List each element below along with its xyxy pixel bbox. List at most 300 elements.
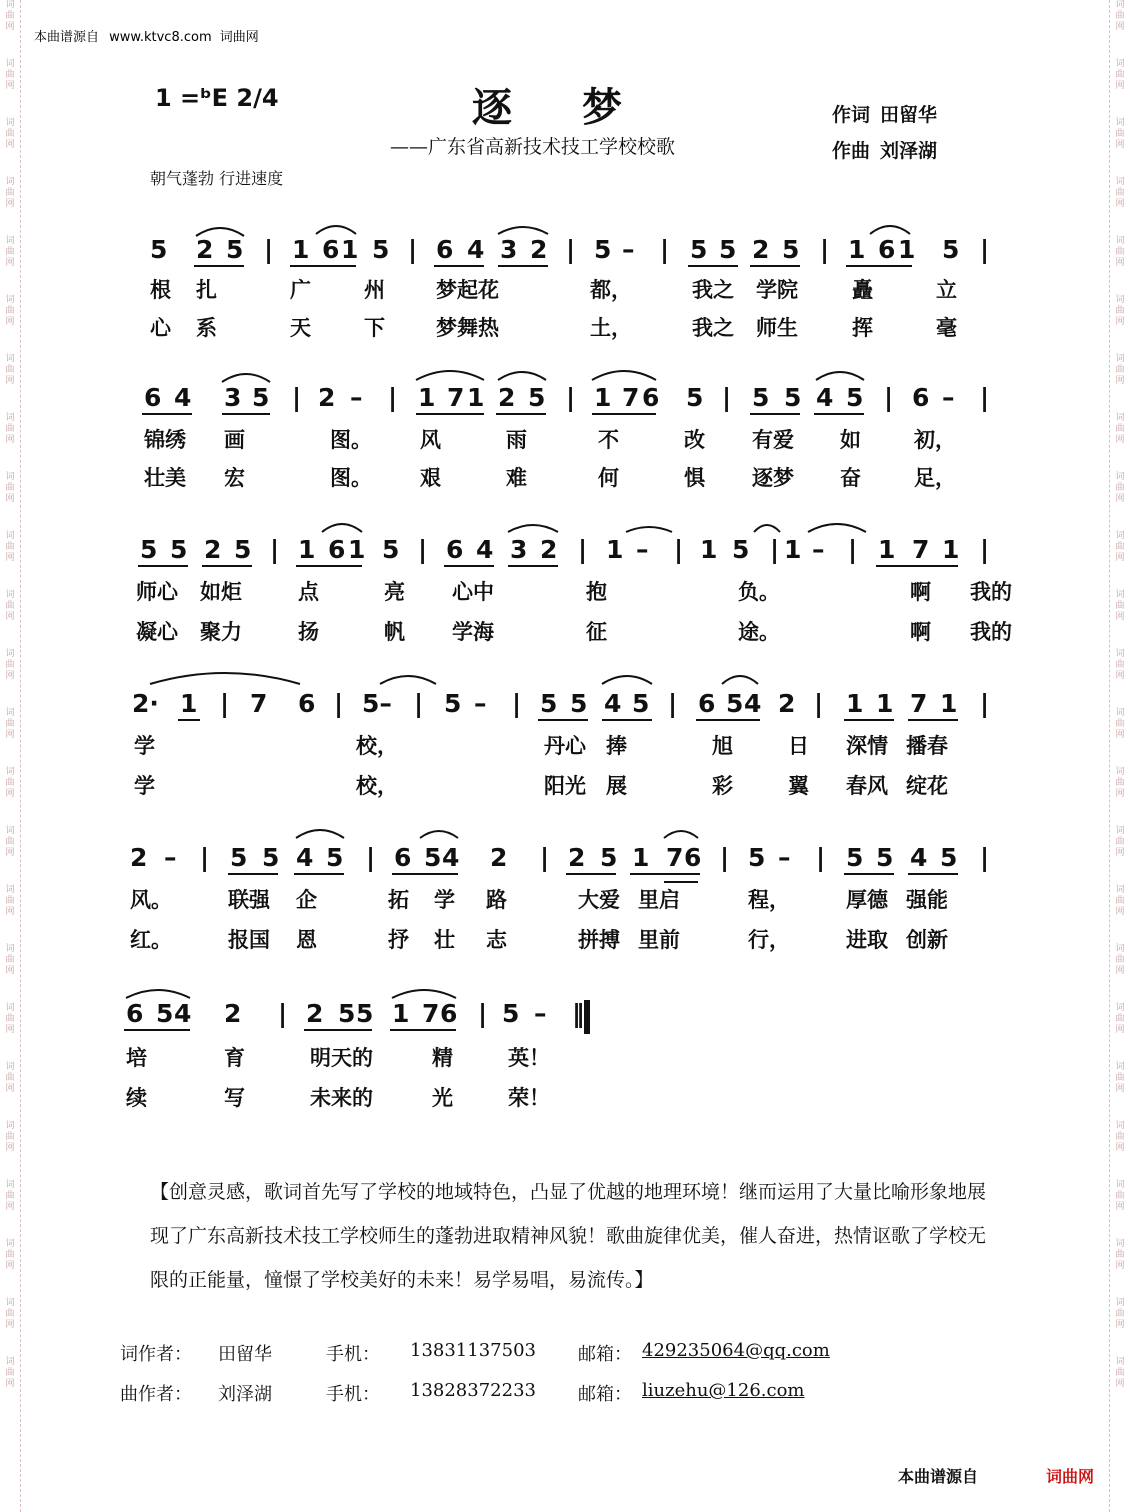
score-note: 6 <box>642 383 660 412</box>
score-note: 5 <box>942 235 960 264</box>
score-note: 1 <box>940 689 958 718</box>
score-note: 6 <box>298 689 316 718</box>
watermark-text: 词 曲 网 <box>5 1239 15 1271</box>
bar-line: | <box>418 535 428 564</box>
score-note: 1 <box>848 235 866 264</box>
lyric-word: 宏 <box>224 465 245 490</box>
song-subtitle: ——广东省高新技术技工学校校歌 <box>390 136 676 158</box>
lyric-word: 学 <box>134 773 155 798</box>
lyric-word: 彩 <box>712 773 733 798</box>
score-note: 4 <box>476 535 494 564</box>
score-note: 5 <box>170 535 188 564</box>
watermark-text: 词 曲 网 <box>1115 1180 1125 1212</box>
lyric-word: 志 <box>486 927 507 952</box>
contact-name: 刘泽湖 <box>218 1384 272 1405</box>
score-note: 5 <box>372 235 390 264</box>
lyric-word: 有爱 <box>752 427 794 452</box>
email-label: 邮箱： <box>578 1344 632 1365</box>
lyric-word: 捧 <box>606 733 627 758</box>
bar-line: | <box>820 235 830 264</box>
bar-line: | <box>980 843 990 872</box>
lyric-word: 创新 <box>906 927 948 952</box>
score-note: – <box>812 535 825 564</box>
score-note: 5 <box>594 235 612 264</box>
score-note: 7 <box>912 535 930 564</box>
contact-role: 词作者： <box>120 1344 192 1365</box>
lyric-word: 里启 <box>638 887 680 912</box>
bar-line: | <box>980 383 990 412</box>
bar-line: | <box>578 535 588 564</box>
lyric-word: 难 <box>506 465 527 490</box>
watermark-text: 词 曲 网 <box>5 1180 15 1212</box>
score-note: 4 <box>467 235 485 264</box>
score-note: 2 <box>318 383 336 412</box>
score-note: 2 <box>752 235 770 264</box>
phone-label: 手机： <box>326 1384 380 1405</box>
score-note: 2 <box>490 843 508 872</box>
score-note: 2 <box>306 999 324 1028</box>
lyric-word: 绽花 <box>906 773 948 798</box>
score-note: 2 <box>568 843 586 872</box>
score-note: 5 <box>570 689 588 718</box>
score-note: 4 <box>910 843 928 872</box>
bar-line: | <box>200 843 210 872</box>
lyric-word: 梦舞热 <box>436 315 499 340</box>
score-note: 4 <box>816 383 834 412</box>
score-note: – <box>942 383 955 412</box>
lyric-word: 精 <box>432 1045 453 1070</box>
watermark-text: 词 曲 网 <box>5 236 15 268</box>
lyric-word: 丹心 <box>544 733 586 758</box>
site-name[interactable]: 词曲网 <box>219 30 259 45</box>
score-note: 5 <box>424 843 442 872</box>
watermark-text: 词 曲 网 <box>5 944 15 976</box>
score-note: 7 <box>666 843 684 872</box>
lyric-word: 风。 <box>130 887 172 912</box>
bar-line: | <box>366 843 376 872</box>
site-url[interactable]: www.ktvc8.com <box>109 30 212 45</box>
score-note: 1 <box>700 535 718 564</box>
score-note: 6 <box>878 235 896 264</box>
bar-line: ‖ <box>572 999 585 1028</box>
watermark-text: 词 曲 网 <box>5 354 15 386</box>
lyric-word: 拓 <box>388 887 409 912</box>
score-note: 2 <box>778 689 796 718</box>
lyric-word: 扬 <box>298 619 319 644</box>
score-note: 6 <box>328 535 346 564</box>
watermark-text: 词 曲 网 <box>1115 944 1125 976</box>
lyric-word: 改 <box>684 427 705 452</box>
watermark-text: 词 曲 网 <box>5 0 15 32</box>
score-note: 2 <box>196 235 214 264</box>
watermark-text: 词 曲 网 <box>5 295 15 327</box>
score-note: 7 <box>422 999 440 1028</box>
score-note: 5 <box>846 383 864 412</box>
lyric-word: 抱 <box>586 579 607 604</box>
lyric-word: 荣！ <box>508 1085 550 1110</box>
watermark-text: 词 曲 网 <box>1115 885 1125 917</box>
bar-line: | <box>668 689 678 718</box>
lyric-word: 心 <box>150 315 171 340</box>
lyric-word: 如炬 <box>200 579 242 604</box>
score-note: 5 <box>226 235 244 264</box>
lyricist-label: 作词 <box>832 104 871 126</box>
bar-line: | <box>414 689 424 718</box>
inspiration-note: 【创意灵感，歌词首先写了学校的地域特色，凸显了优越的地理环境！继而运用了大量比喻形象地展现了广东高新技术技工学校师生的蓬勃进取精神风貌！歌曲旋律优美，催人奋进，热情讴歌了学校无限的正能量，憧憬了学校美好的未来！易学易唱，易流传。】 <box>150 1181 987 1291</box>
lyric-word: 报国 <box>228 927 270 952</box>
score-note: 6 <box>144 383 162 412</box>
score-note: 5 <box>719 235 737 264</box>
lyric-word: 英！ <box>508 1045 550 1070</box>
lyric-word: 何 <box>598 465 619 490</box>
score-note: 7 <box>622 383 640 412</box>
lyric-word: 挥 <box>852 315 873 340</box>
score-note: 4 <box>744 689 762 718</box>
score-note: 5 <box>252 383 270 412</box>
lyric-word: 强能 <box>906 887 948 912</box>
watermark-text: 词 曲 网 <box>1115 1357 1125 1389</box>
watermark-text: 词 曲 网 <box>1115 354 1125 386</box>
lyric-word: 校， <box>356 733 398 758</box>
lyric-word: 点 <box>298 579 319 604</box>
bar-line: | <box>388 383 398 412</box>
bar-line: | <box>278 999 288 1028</box>
score-note: 6 <box>684 843 702 872</box>
score-note: 6 <box>126 999 144 1028</box>
tempo-marking: 朝气蓬勃 行进速度 <box>150 169 284 188</box>
score-note: 5 <box>632 689 650 718</box>
watermark-text: 词 曲 网 <box>1115 590 1125 622</box>
bar-line: | <box>220 689 230 718</box>
lyric-word: 帆 <box>384 619 405 644</box>
watermark-text: 词 曲 网 <box>5 1003 15 1035</box>
email-address[interactable]: liuzehu@126.com <box>642 1380 805 1401</box>
lyric-word: 初， <box>914 427 956 452</box>
score-note: 1 <box>632 843 650 872</box>
score-note: – <box>778 843 791 872</box>
lyric-word: 里前 <box>638 927 680 952</box>
score-note: 4 <box>174 999 192 1028</box>
score-note: 5 <box>732 535 750 564</box>
score-note: 1 <box>341 235 359 264</box>
lyric-word: 负。 <box>738 579 780 604</box>
score-note: 1 <box>180 689 198 718</box>
watermark-text: 词 曲 网 <box>1115 826 1125 858</box>
watermark-text: 词 曲 网 <box>1115 177 1125 209</box>
score-note: – <box>350 383 363 412</box>
lyric-word: 师生 <box>756 315 798 340</box>
lyric-word: 写 <box>224 1085 245 1110</box>
lyric-word: 亮 <box>384 579 405 604</box>
score-note: 6 <box>322 235 340 264</box>
contact-role: 曲作者： <box>120 1384 192 1405</box>
lyric-word: 天 <box>290 315 311 340</box>
footer-site-name[interactable]: 词曲网 <box>1046 1467 1095 1486</box>
score-note: 6 <box>436 235 454 264</box>
lyric-word: 续 <box>126 1085 147 1110</box>
score-note: 5 <box>262 843 280 872</box>
lyric-word: 行， <box>748 927 790 952</box>
score-note: 5 <box>444 689 462 718</box>
score-note: – <box>164 843 177 872</box>
lyric-word: 广 <box>290 277 311 302</box>
lyric-word: 图。 <box>330 427 372 452</box>
lyric-word: 我之 <box>692 315 734 340</box>
bar-line: | <box>720 843 730 872</box>
bar-line: | <box>816 843 826 872</box>
watermark-text: 词 曲 网 <box>5 1121 15 1153</box>
lyric-word: 下 <box>364 315 385 340</box>
bar-line: | <box>884 383 894 412</box>
bar-line: | <box>660 235 670 264</box>
lyric-word: 艰 <box>420 465 441 490</box>
bar-line: | <box>478 999 488 1028</box>
lyric-word: 厚德 <box>846 887 888 912</box>
score-note: 5 <box>690 235 708 264</box>
lyric-word: 未来的 <box>310 1085 373 1110</box>
lyric-word: 立 <box>936 277 957 302</box>
watermark-text: 词 曲 网 <box>1115 1121 1125 1153</box>
lyric-word: 壮 <box>434 927 455 952</box>
lyric-word: 抒 <box>388 927 409 952</box>
score-note: 1 <box>298 535 316 564</box>
watermark-text: 词 曲 网 <box>5 826 15 858</box>
score-note: 2 <box>540 535 558 564</box>
lyric-word: 大爱 <box>578 887 620 912</box>
watermark-text: 词 曲 网 <box>5 472 15 504</box>
score-note: 4 <box>296 843 314 872</box>
lyric-word: 我的 <box>970 579 1012 604</box>
score-note: 5 <box>382 535 400 564</box>
lyric-word: 日 <box>788 733 809 758</box>
score-note: 5 <box>356 999 374 1028</box>
watermark-text: 词 曲 网 <box>1115 1239 1125 1271</box>
score-note: 5 <box>600 843 618 872</box>
email-label: 邮箱： <box>578 1384 632 1405</box>
score-note: 5 <box>748 843 766 872</box>
lyric-word: 阳光 <box>544 773 586 798</box>
lyric-word: 联强 <box>228 887 270 912</box>
score-note: – <box>636 535 649 564</box>
watermark-text: 词 曲 网 <box>1115 1298 1125 1330</box>
lyric-word: 聚力 <box>200 619 242 644</box>
bar-line: | <box>980 235 990 264</box>
lyric-word: 梦起花 <box>436 277 499 302</box>
watermark-text: 词 曲 网 <box>1115 59 1125 91</box>
phone-number: 13828372233 <box>410 1380 536 1401</box>
score-note: 6 <box>440 999 458 1028</box>
lyric-word: 我的 <box>970 619 1012 644</box>
lyric-word: 矗 <box>852 277 873 302</box>
composer-label: 作曲 <box>832 140 871 162</box>
score-note: 1 <box>292 235 310 264</box>
score-note: 5 <box>846 843 864 872</box>
lyric-word: 壮美 <box>144 465 186 490</box>
lyric-word: 翼 <box>788 773 809 798</box>
lyric-word: 土， <box>590 315 632 340</box>
lyric-word: 锦绣 <box>144 427 186 452</box>
bar-line: | <box>674 535 684 564</box>
lyric-word: 进取 <box>846 927 888 952</box>
score-note: 5 <box>230 843 248 872</box>
lyric-word: 程， <box>748 887 790 912</box>
lyric-word: 凝心 <box>136 619 178 644</box>
contact-name: 田留华 <box>218 1344 272 1365</box>
lyric-word: 企 <box>296 887 317 912</box>
score-note: 6 <box>698 689 716 718</box>
key-signature: 1 =ᵇE 2/4 <box>155 84 279 112</box>
watermark-text: 词 曲 网 <box>1115 1062 1125 1094</box>
score-note: – <box>534 999 547 1028</box>
score-note: 2 <box>204 535 222 564</box>
score-note: 6 <box>446 535 464 564</box>
watermark-text: 词 曲 网 <box>1115 767 1125 799</box>
watermark-text: 词 曲 网 <box>5 531 15 563</box>
lyric-word: 学院 <box>756 277 798 302</box>
score-note: 3 <box>224 383 242 412</box>
score-note: 2· <box>132 689 159 718</box>
score-note: 1 <box>392 999 410 1028</box>
bar-line: | <box>270 535 280 564</box>
lyric-word: 画 <box>224 427 245 452</box>
lyric-word: 学 <box>434 887 455 912</box>
score-note: 6 <box>912 383 930 412</box>
score-note: 1 <box>606 535 624 564</box>
watermark-text: 词 曲 网 <box>5 177 15 209</box>
lyric-word: 师心 <box>136 579 178 604</box>
bar-line: | <box>334 689 344 718</box>
score-note: 2 <box>224 999 242 1028</box>
score-note: 5 <box>528 383 546 412</box>
watermark-text: 词 曲 网 <box>1115 472 1125 504</box>
score-note: 1 <box>846 689 864 718</box>
bar-line: | <box>512 689 522 718</box>
source-label: 本曲谱源自 <box>34 30 100 45</box>
score-note: 5 <box>686 383 704 412</box>
lyric-word: 系 <box>196 315 217 340</box>
lyric-word: 学海 <box>452 619 494 644</box>
watermark-text: 词 曲 网 <box>5 590 15 622</box>
bar-line: | <box>980 535 990 564</box>
lyric-word: 明天的 <box>310 1045 373 1070</box>
lyric-word: 路 <box>486 887 507 912</box>
watermark-text: 词 曲 网 <box>5 767 15 799</box>
song-title: 逐梦 <box>472 84 692 131</box>
lyric-word: 足， <box>914 465 956 490</box>
watermark-text: 词 曲 网 <box>1115 531 1125 563</box>
phone-number: 13831137503 <box>410 1340 536 1361</box>
score-note: 5 <box>540 689 558 718</box>
watermark-text: 词 曲 网 <box>5 118 15 150</box>
lyric-word: 旭 <box>712 733 733 758</box>
lyric-word: 校， <box>356 773 398 798</box>
lyric-word: 如 <box>840 427 861 452</box>
score-note: 1 <box>348 535 366 564</box>
score-note: 3 <box>510 535 528 564</box>
lyric-word: 展 <box>606 773 627 798</box>
score-note: – <box>622 235 635 264</box>
watermark-text: 词 曲 网 <box>5 708 15 740</box>
score-note: 1 <box>784 535 802 564</box>
score-note: 5 <box>338 999 356 1028</box>
score-note: 5 <box>156 999 174 1028</box>
score-note: 5 <box>784 383 802 412</box>
bar-line: | <box>770 535 780 564</box>
lyric-word: 啊 <box>910 579 931 604</box>
lyric-word: 都， <box>590 277 632 302</box>
lyric-word: 春风 <box>846 773 888 798</box>
score-note: 1 <box>942 535 960 564</box>
watermark-text: 词 曲 网 <box>1115 649 1125 681</box>
score-note: 4 <box>442 843 460 872</box>
score-note: 4 <box>604 689 622 718</box>
score-note: 7 <box>910 689 928 718</box>
lyricist-name: 田留华 <box>880 104 938 126</box>
score-note: 2 <box>498 383 516 412</box>
watermark-text: 词 曲 网 <box>1115 708 1125 740</box>
watermark-text: 词 曲 网 <box>1115 413 1125 445</box>
composer-name: 刘泽湖 <box>880 140 938 162</box>
watermark-text: 词 曲 网 <box>5 885 15 917</box>
lyric-word: 拼搏 <box>578 927 620 952</box>
lyric-word: 我之 <box>692 277 734 302</box>
score-note: 4 <box>174 383 192 412</box>
watermark-text: 词 曲 网 <box>5 1062 15 1094</box>
bar-line: | <box>264 235 274 264</box>
score-note: 2 <box>530 235 548 264</box>
footer-source-label: 本曲谱源自 <box>898 1467 979 1486</box>
phone-label: 手机： <box>326 1344 380 1365</box>
lyric-word: 培 <box>126 1045 147 1070</box>
lyric-word: 恩 <box>296 927 317 952</box>
lyric-word: 光 <box>432 1085 453 1110</box>
watermark-text: 词 曲 网 <box>1115 118 1125 150</box>
score-note: 2 <box>130 843 148 872</box>
score-note: 1 <box>898 235 916 264</box>
bar-line: | <box>566 235 576 264</box>
lyric-word: 途。 <box>738 619 780 644</box>
score-note: 5 <box>876 843 894 872</box>
lyric-word: 风 <box>420 427 441 452</box>
bar-line: | <box>540 843 550 872</box>
lyric-word: 心中 <box>452 579 494 604</box>
watermark-text: 词 曲 网 <box>1115 0 1125 32</box>
lyric-word: 学 <box>134 733 155 758</box>
lyric-word: 雨 <box>506 427 527 452</box>
lyric-word: 逐梦 <box>752 465 794 490</box>
score-note: 1 <box>594 383 612 412</box>
lyric-word: 征 <box>586 619 607 644</box>
score-note: 1 <box>878 535 896 564</box>
bar-line: | <box>980 689 990 718</box>
lyric-word: 扎 <box>196 277 217 302</box>
score-note: 5 <box>782 235 800 264</box>
lyric-word: 不 <box>598 427 619 452</box>
bar-line: | <box>292 383 302 412</box>
email-address[interactable]: 429235064@qq.com <box>642 1340 830 1361</box>
score-note: 5 <box>326 843 344 872</box>
watermark-text: 词 曲 网 <box>5 1298 15 1330</box>
score-note: 1 <box>876 689 894 718</box>
score-note: 5 <box>140 535 158 564</box>
lyric-word: 红。 <box>130 927 172 952</box>
bar-line: | <box>566 383 576 412</box>
lyric-word: 惧 <box>684 465 705 490</box>
watermark-text: 词 曲 网 <box>1115 295 1125 327</box>
lyric-word: 奋 <box>840 465 861 490</box>
score-note: 5 <box>502 999 520 1028</box>
bar-line: | <box>814 689 824 718</box>
